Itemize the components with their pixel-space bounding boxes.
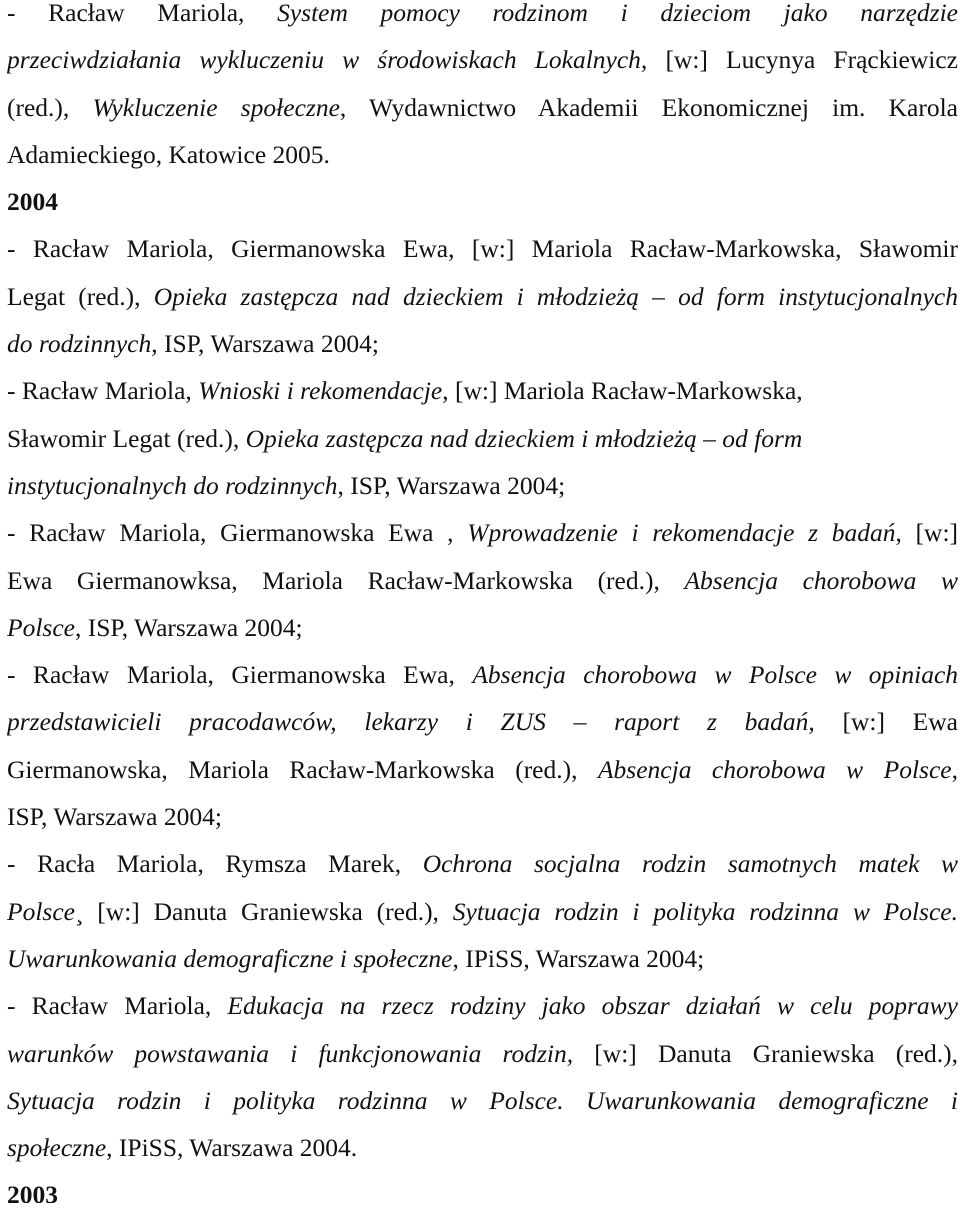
text-run: , ISP, Warszawa 2004; [74, 612, 303, 642]
entry-2005-line-4: Adamieckiego, Katowice 2005. [7, 139, 330, 169]
entry-2004-1-line-1: - Racław Mariola, Giermanowska Ewa, [w:] Mariola Racław-Markowska, Sławomir [7, 234, 958, 264]
title-run: warunków powstawania i funkcjonowania rodzin, [7, 1038, 574, 1068]
text-run: , [951, 754, 958, 784]
text-run: - Racław Mariola, [7, 991, 228, 1021]
text-run: - Racła Mariola, Rymsza Marek, [7, 849, 423, 879]
text-run: , Wydawnictwo Akademii Ekonomicznej im. Karola [339, 92, 958, 122]
entry-2004-2-line-1 [7, 367, 958, 414]
text-run: - Racław Mariola, Giermanowska Ewa, [7, 660, 473, 690]
text-run: Legat (red.), [7, 281, 154, 311]
entry-2004-3-line-1 [7, 509, 958, 556]
title-run: Wnioski i rekomendacje [198, 376, 443, 406]
text-run: (red.), [7, 92, 93, 122]
text-run: , [w:] [895, 518, 958, 548]
text-run: , ISP, Warszawa 2004; [151, 329, 379, 359]
entry-2004-2-line-3 [7, 462, 958, 509]
entry-2005-line-1 [7, 0, 958, 36]
text-run: , IPiSS, Warszawa 2004; [452, 943, 705, 973]
entry-2005-line-3 [7, 84, 958, 131]
entry-2004-1-line-2 [7, 273, 958, 320]
title-run: Ochrona socjalna rodzin samotnych matek w [422, 849, 958, 879]
text-run: Ewa Giermanowksa, Mariola Racław-Markowska (red.), [7, 565, 685, 595]
title-run: Sytuacja rodzin i polityka rodzinna w Polsce. [452, 896, 958, 926]
title-run: Absencja chorobowa w Polsce w opiniach [472, 660, 958, 690]
text-run: [w:] Lucynya Frąckiewicz [647, 45, 958, 75]
entry-2004-3-line-2 [7, 557, 958, 604]
title-run: Polsce [7, 612, 75, 642]
entry-2004-6-line-4 [7, 1124, 958, 1171]
title-run: Opieka zastępcza nad dzieckiem i młodzieżą – od form instytucjonalnych [153, 281, 958, 311]
text-run: - Racław Mariola, Giermanowska Ewa , [7, 518, 468, 548]
text-run: - Racław Mariola, [7, 376, 199, 406]
title-run: Opieka zastępcza nad dzieckiem i młodzieżą – od form [245, 423, 803, 453]
text-run: Sławomir Legat (red.), [7, 423, 246, 453]
entry-2004-5-line-2 [7, 888, 958, 935]
text-run: , ISP, Warszawa 2004; [337, 470, 566, 500]
entry-2004-4-line-1 [7, 651, 958, 698]
entry-2005-line-2 [7, 36, 958, 83]
title-run: System pomocy rodzinom i dzieciom jako narzędzie [277, 0, 958, 27]
text-run: Giermanowska, Mariola Racław-Markowska (red.), [7, 754, 598, 784]
entry-2004-2-line-2 [7, 415, 958, 462]
entry-2004-6-line-3: Sytuacja rodzin i polityka rodzinna w Polsce. Uwarunkowania demograficzne i [7, 1085, 958, 1115]
title-run: do rodzinnych [7, 329, 152, 359]
entry-2004-6-line-2 [7, 1030, 958, 1077]
entry-2004-4-line-2 [7, 698, 958, 745]
title-run: Wykluczenie społeczne [92, 92, 340, 122]
year-heading-2003: 2003 [7, 1180, 58, 1203]
text-run: , [w:] Mariola Racław-Markowska, [442, 376, 803, 406]
title-run: Wprowadzenie i rekomendacje z badań [467, 518, 896, 548]
entry-2004-4-line-3 [7, 746, 958, 793]
entry-2004-4-line-4: ISP, Warszawa 2004; [7, 802, 222, 832]
title-run: przedstawicieli pracodawców, lekarzy i ZUS – raport z badań, [7, 707, 815, 737]
title-run: przeciwdziałania wykluczeniu w środowiskach Lokalnych, [7, 45, 648, 75]
title-run: Absencja chorobowa w [684, 565, 958, 595]
year-heading-2004: 2004 [7, 187, 58, 217]
entry-2004-3-line-3 [7, 604, 958, 651]
title-run: Polsce [7, 896, 75, 926]
entry-2004-5-line-3 [7, 935, 958, 982]
title-run: społeczne [7, 1133, 107, 1163]
text-run: - Racław Mariola, [7, 0, 278, 27]
title-run: Uwarunkowania demograficzne i społeczne [7, 943, 453, 973]
entry-2004-6-line-1 [7, 982, 958, 1029]
title-run: Absencja chorobowa w Polsce [597, 754, 952, 784]
text-run: [w:] Ewa [814, 707, 958, 737]
text-run: ¸ [w:] Danuta Graniewska (red.), [74, 896, 453, 926]
title-run: Edukacja na rzecz rodziny jako obszar działań w celu poprawy [227, 991, 958, 1021]
text-run: [w:] Danuta Graniewska (red.), [573, 1038, 958, 1068]
text-run: , IPiSS, Warszawa 2004. [106, 1133, 358, 1163]
entry-2004-1-line-3 [7, 320, 958, 367]
entry-2004-5-line-1 [7, 840, 958, 887]
title-run: instytucjonalnych do rodzinnych [7, 470, 338, 500]
